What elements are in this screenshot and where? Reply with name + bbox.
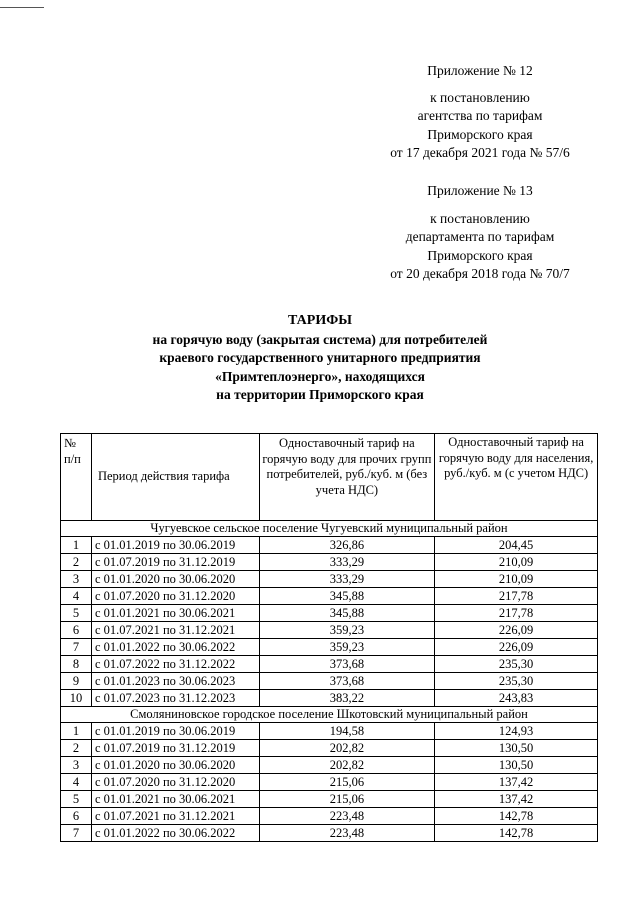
header-period: Период действия тарифа — [91, 434, 259, 521]
cell-number: 10 — [61, 690, 92, 707]
cell-period: с 01.01.2023 по 30.06.2023 — [91, 673, 259, 690]
cell-period: с 01.01.2021 по 30.06.2021 — [91, 791, 259, 808]
cell-tariff-other: 345,88 — [259, 605, 435, 622]
appendix-13-line: департамента по тарифам — [405, 229, 555, 244]
table-header-row — [61, 434, 598, 521]
table-row — [61, 622, 598, 639]
cell-tariff-population: 130,50 — [435, 740, 598, 757]
cell-period: с 01.07.2021 по 31.12.2021 — [91, 622, 259, 639]
table-row — [61, 740, 598, 757]
cell-number: 4 — [61, 774, 92, 791]
cell-number: 2 — [61, 740, 92, 757]
cell-number: 7 — [61, 639, 92, 656]
table-row — [61, 537, 598, 554]
appendix-13-lines — [372, 210, 588, 284]
cell-tariff-population: 235,30 — [435, 673, 598, 690]
cell-tariff-population: 235,30 — [435, 656, 598, 673]
appendix-12-block — [372, 62, 588, 163]
cell-tariff-other: 326,86 — [259, 537, 435, 554]
cell-number: 3 — [61, 757, 92, 774]
cell-number: 3 — [61, 571, 92, 588]
table-row — [61, 791, 598, 808]
table-row — [61, 825, 598, 842]
cell-number: 8 — [61, 656, 92, 673]
cell-tariff-other: 215,06 — [259, 774, 435, 791]
cell-number: 1 — [61, 537, 92, 554]
cell-number: 9 — [61, 673, 92, 690]
table-row — [61, 554, 598, 571]
cell-tariff-other: 202,82 — [259, 757, 435, 774]
cell-tariff-population: 210,09 — [435, 554, 598, 571]
table-row — [61, 656, 598, 673]
cell-period: с 01.07.2020 по 31.12.2020 — [91, 774, 259, 791]
cell-tariff-population: 204,45 — [435, 537, 598, 554]
cell-number: 7 — [61, 825, 92, 842]
cell-tariff-other: 223,48 — [259, 808, 435, 825]
cell-number: 4 — [61, 588, 92, 605]
cell-tariff-population: 142,78 — [435, 825, 598, 842]
cell-period: с 01.07.2019 по 31.12.2019 — [91, 554, 259, 571]
table-row — [61, 571, 598, 588]
cell-period: с 01.07.2019 по 31.12.2019 — [91, 740, 259, 757]
cell-period: с 01.01.2022 по 30.06.2022 — [91, 639, 259, 656]
cell-period: с 01.01.2021 по 30.06.2021 — [91, 605, 259, 622]
cell-period: с 01.01.2019 по 30.06.2019 — [91, 537, 259, 554]
cell-tariff-other: 383,22 — [259, 690, 435, 707]
cell-tariff-other: 359,23 — [259, 639, 435, 656]
cell-tariff-population: 130,50 — [435, 757, 598, 774]
header-num: № п/п — [61, 434, 92, 521]
table-row — [61, 673, 598, 690]
header-tariff-population: Одноставочный тариф на горячую воду для населения, руб./куб. м (с учетом НДС) — [435, 434, 598, 521]
title-main: ТАРИФЫ — [288, 313, 352, 328]
cell-number: 2 — [61, 554, 92, 571]
cell-tariff-other: 359,23 — [259, 622, 435, 639]
header-tariff-other: Одноставочный тариф на горячую воду для прочих групп потребителей, руб./куб. м (без учета НДС) — [259, 434, 435, 521]
title-line: краевого государственного унитарного предприятия — [159, 350, 481, 365]
table-row — [61, 808, 598, 825]
cell-tariff-other: 215,06 — [259, 791, 435, 808]
tariff-table — [60, 433, 598, 842]
cell-number: 6 — [61, 622, 92, 639]
cell-tariff-population: 137,42 — [435, 774, 598, 791]
cell-number: 1 — [61, 723, 92, 740]
cell-tariff-population: 210,09 — [435, 571, 598, 588]
title-line: на территории Приморского края — [216, 387, 424, 402]
cell-period: с 01.07.2020 по 31.12.2020 — [91, 588, 259, 605]
cell-period: с 01.07.2021 по 31.12.2021 — [91, 808, 259, 825]
table-body — [61, 521, 598, 842]
appendix-13-line: к постановлению — [430, 210, 530, 226]
appendix-12-line: агентства по тарифам — [417, 108, 543, 123]
table-row — [61, 774, 598, 791]
cell-tariff-other: 223,48 — [259, 825, 435, 842]
cell-tariff-other: 194,58 — [259, 723, 435, 740]
appendix-13-heading: Приложение № 13 — [427, 183, 533, 198]
cell-tariff-other: 333,29 — [259, 554, 435, 571]
appendix-13-block — [372, 182, 588, 284]
title-line: «Примтеплоэнерго», находящихся — [215, 368, 425, 384]
table-row — [61, 690, 598, 707]
corner-rule — [0, 7, 44, 8]
cell-tariff-other: 373,68 — [259, 656, 435, 673]
cell-period: с 01.01.2020 по 30.06.2020 — [91, 757, 259, 774]
section-name: Смоляниновское городское поселение Шкотовский муниципальный район — [61, 707, 598, 723]
section-name: Чугуевское сельское поселение Чугуевский муниципальный район — [61, 521, 598, 537]
table-row — [61, 639, 598, 656]
cell-tariff-population: 124,93 — [435, 723, 598, 740]
cell-tariff-population: 137,42 — [435, 791, 598, 808]
cell-tariff-population: 243,83 — [435, 690, 598, 707]
cell-period: с 01.01.2020 по 30.06.2020 — [91, 571, 259, 588]
cell-tariff-other: 373,68 — [259, 673, 435, 690]
title-line: на горячую воду (закрытая система) для потребителей — [152, 331, 488, 347]
section-row — [61, 707, 598, 723]
appendix-12-line: к постановлению — [430, 89, 530, 105]
appendix-12-line: от 17 декабря 2021 года № 57/6 — [390, 145, 570, 160]
cell-period: с 01.07.2023 по 31.12.2023 — [91, 690, 259, 707]
appendix-12-heading: Приложение № 12 — [427, 63, 533, 78]
cell-number: 5 — [61, 605, 92, 622]
cell-period: с 01.07.2022 по 31.12.2022 — [91, 656, 259, 673]
cell-period: с 01.01.2022 по 30.06.2022 — [91, 825, 259, 842]
table-row — [61, 723, 598, 740]
cell-period: с 01.01.2019 по 30.06.2019 — [91, 723, 259, 740]
cell-tariff-other: 345,88 — [259, 588, 435, 605]
cell-tariff-population: 217,78 — [435, 605, 598, 622]
table-row — [61, 588, 598, 605]
table-row — [61, 757, 598, 774]
cell-number: 6 — [61, 808, 92, 825]
cell-tariff-population: 142,78 — [435, 808, 598, 825]
appendix-12-lines — [372, 89, 588, 163]
cell-tariff-population: 217,78 — [435, 588, 598, 605]
section-row — [61, 521, 598, 537]
appendix-13-line: Приморского края — [427, 247, 533, 263]
cell-tariff-other: 202,82 — [259, 740, 435, 757]
cell-tariff-other: 333,29 — [259, 571, 435, 588]
table-row — [61, 605, 598, 622]
document-title — [110, 312, 530, 405]
cell-tariff-population: 226,09 — [435, 622, 598, 639]
appendix-12-line: Приморского края — [427, 126, 533, 142]
cell-number: 5 — [61, 791, 92, 808]
appendix-13-line: от 20 декабря 2018 года № 70/7 — [390, 266, 570, 281]
cell-tariff-population: 226,09 — [435, 639, 598, 656]
